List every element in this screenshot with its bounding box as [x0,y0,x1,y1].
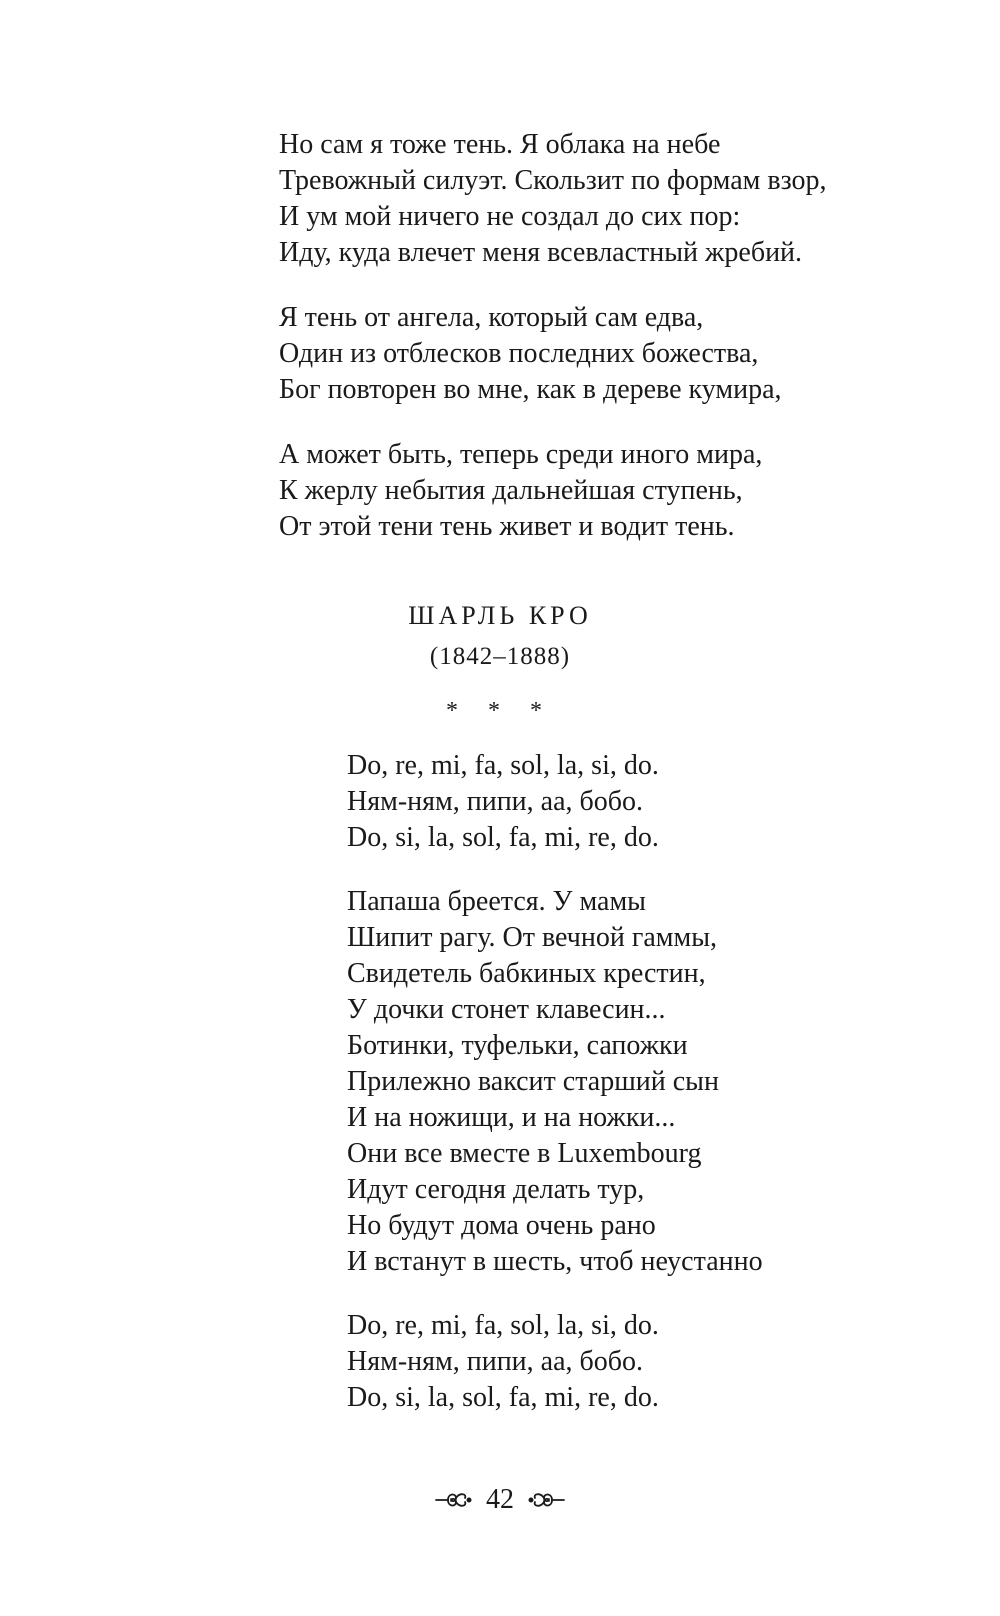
fleuron-icon [528,1489,566,1511]
verse-line: Do, si, la, sol, fa, mi, re, do. [347,822,659,853]
verse-line: Ботинки, туфельки, сапожки [347,1030,688,1061]
verse-line: Do, si, la, sol, fa, mi, re, do. [347,1382,659,1413]
author-heading: ШАРЛЬ КРО [408,601,592,630]
author-dates: (1842–1888) [429,643,571,670]
verse-line: Один из отблесков последних божества, [279,338,759,369]
asterism-separator: * * * [446,698,554,724]
verse-line: Ням-ням, пипи, аа, бобо. [347,786,644,817]
verse-line: И встанут в шесть, чтоб неустанно [347,1246,763,1277]
page-footer [0,1480,1000,1520]
verse-line: Я тень от ангела, который сам едва, [279,302,704,333]
verse-line: К жерлу небытия дальнейшая ступень, [279,475,743,506]
verse-line: Do, re, mi, fa, sol, la, si, do. [347,1310,659,1341]
verse-line: И ум мой ничего не создал до сих пор: [279,201,741,232]
fleuron-icon [434,1489,472,1511]
verse-line: У дочки стонет клавесин... [347,994,666,1025]
verse-line: Бог повторен во мне, как в дереве кумира, [279,374,782,405]
verse-line: Свидетель бабкиных крестин, [347,958,706,989]
verse-line: И на ножищи, и на ножки... [347,1102,676,1133]
verse-line: Идут сегодня делать тур, [347,1174,645,1205]
verse-line: Ням-ням, пипи, аа, бобо. [347,1346,644,1377]
verse-line: Но сам я тоже тень. Я облака на небе [279,129,721,160]
verse-line: От этой тени тень живет и водит тень. [279,511,735,542]
verse-line: Do, re, mi, fa, sol, la, si, do. [347,750,659,781]
verse-line: Тревожный силуэт. Скользит по формам взор, [279,165,827,196]
verse-line: Папаша бреется. У мамы [347,886,646,917]
verse-line: Шипит рагу. От вечной гаммы, [347,922,718,953]
verse-line: А может быть, теперь среди иного мира, [279,439,763,470]
page-number: 42 [486,1484,514,1515]
verse-line: Они все вместе в Luxembourg [347,1138,702,1169]
verse-line: Но будут дома очень рано [347,1210,656,1241]
verse-line: Иду, куда влечет меня всевластный жребий. [279,237,803,268]
verse-line: Прилежно ваксит старший сын [347,1066,719,1097]
